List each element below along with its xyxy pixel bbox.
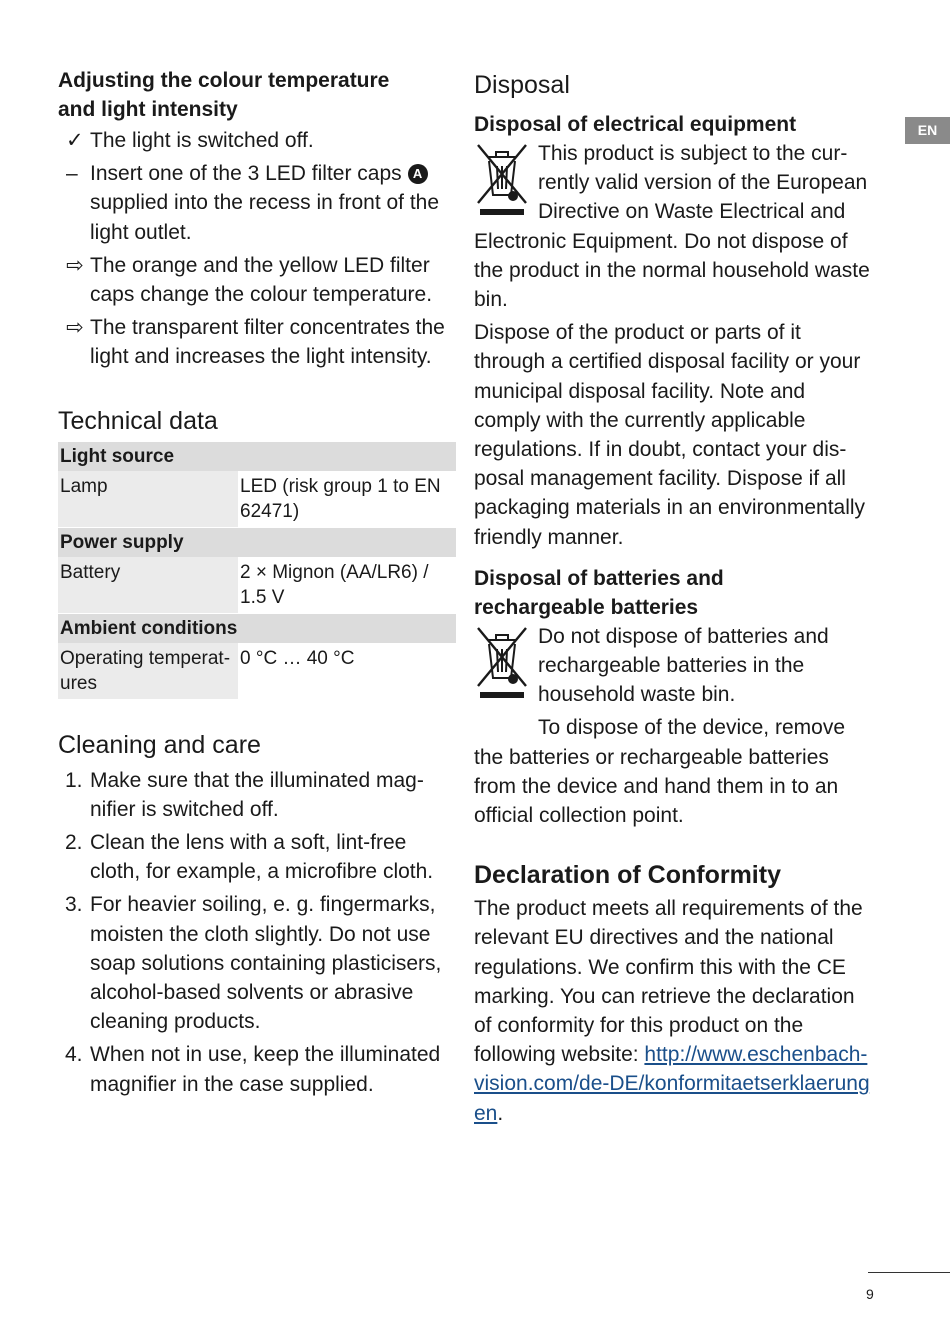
table-value: LED (risk group 1 to EN 62471) xyxy=(238,471,456,528)
battery-heading-line1: Disposal of batteries and xyxy=(474,566,724,590)
list-item xyxy=(58,828,458,886)
list-item-text: The transparent filter concentrates the light and increases the light intensity. xyxy=(90,316,445,369)
table-key: Battery xyxy=(58,557,238,614)
technical-heading: Technical data xyxy=(58,406,218,435)
check-icon: ✓ xyxy=(66,129,84,152)
result-arrow-icon: ⇨ xyxy=(66,253,84,277)
list-item-text: supplied into the recess in front of the light outlet. xyxy=(90,191,440,244)
conformity-link[interactable]: http://www.eschenbach-vision.com/de-DE/konformitaetserklaerungen xyxy=(474,1043,870,1125)
battery-disposal-para1: Do not dispose of batteries and rechargeable batteries in the household waste bin. xyxy=(538,624,829,707)
technical-data-table xyxy=(58,442,456,700)
list-item-text: For heavier soiling, e. g. fingermarks, moisten the cloth slightly. Do not use soap solutions containing plasticisers, alcohol-based solvents or abrasive cleaning products. xyxy=(90,893,442,1034)
battery-heading-line2: rechargeable batteries xyxy=(474,595,699,619)
list-item-text: Insert one of the 3 LED filter caps xyxy=(90,162,402,186)
list-item-text: When not in use, keep the illuminated magnifier in the case supplied. xyxy=(90,1043,441,1096)
page-number: 9 xyxy=(866,1286,874,1302)
list-item-text: Make sure that the illuminated magnifier is switched off. xyxy=(90,768,424,821)
list-item xyxy=(58,890,458,1036)
list-number: 3. xyxy=(65,893,83,917)
conformity-body: The product meets all requirements of the relevant EU directives and the national regulations. We confirm this with the CE marking. You can retrieve the declaration of conformity for this product on the following website: xyxy=(474,897,863,1067)
electrical-disposal-para1: This product is subject to the currently valid version of the European Directive on Waste Electrical and Electronic Equipment. Do not dispose of the product in the normal household waste bin. xyxy=(474,142,870,312)
result-arrow-icon: ⇨ xyxy=(66,316,84,340)
list-item xyxy=(58,313,458,371)
disposal-heading: Disposal xyxy=(474,71,570,99)
table-value: 2 × Mignon (AA/LR6) / 1.5 V xyxy=(238,557,456,614)
table-section-title: Light source xyxy=(58,442,456,471)
list-item-text: The light is switched off. xyxy=(90,129,314,152)
list-item-text: Clean the lens with a soft, lint-free cloth, for example, a microfibre cloth. xyxy=(90,831,434,884)
crossed-bin-icon xyxy=(474,141,530,219)
list-number: 1. xyxy=(65,768,83,792)
adjusting-heading xyxy=(58,66,458,124)
right-column xyxy=(474,66,874,1128)
battery-disposal-heading xyxy=(474,564,874,622)
conformity-period: . xyxy=(497,1101,504,1125)
conformity-section xyxy=(474,858,874,1128)
list-item-text: The orange and the yellow LED filter caps change the colour temperature. xyxy=(90,253,433,307)
conformity-text xyxy=(474,894,874,1128)
electrical-disposal-para2: Dispose of the product or parts of it through a certified disposal facility or your municipal disposal facility. Note and comply with the currently applicable regulations. If in doubt, contact your disposal management facility. Dispose if all packaging materials in an environmentally friendly manner. xyxy=(474,321,866,549)
list-number: 4. xyxy=(65,1043,83,1067)
list-item xyxy=(58,251,458,309)
cleaning-section xyxy=(58,728,458,1099)
table-key: Operating temperatures xyxy=(58,643,238,700)
left-column xyxy=(58,66,458,1099)
crossed-bin-icon xyxy=(474,624,530,702)
adjusting-heading-line1: Adjusting the colour temperature xyxy=(58,69,390,92)
table-value: 0 °C … 40 °C xyxy=(238,643,456,700)
battery-disposal-para2: To dispose of the device, remove the batteries or rechargeable batteries from the device and hand them in to an official collection point. xyxy=(474,716,846,828)
footer-rule xyxy=(868,1272,950,1273)
technical-section xyxy=(58,404,458,700)
table-section-title: Power supply xyxy=(58,527,456,557)
electrical-disposal-heading: Disposal of electrical equipment xyxy=(474,113,797,136)
battery-disposal-section xyxy=(474,564,874,830)
adjusting-section xyxy=(58,66,458,372)
list-item xyxy=(58,1040,458,1098)
dash-icon: – xyxy=(66,162,78,186)
table-key: Lamp xyxy=(58,471,238,528)
adjusting-heading-line2: and light intensity xyxy=(58,98,238,121)
electrical-disposal-section xyxy=(474,110,874,552)
list-number: 2. xyxy=(65,831,83,855)
table-section-title: Ambient conditions xyxy=(58,613,456,643)
language-tab-en: EN xyxy=(905,117,950,144)
conformity-heading: Declaration of Conformity xyxy=(474,861,781,890)
reference-badge: A xyxy=(408,164,428,184)
list-item xyxy=(58,159,458,247)
cleaning-heading: Cleaning and care xyxy=(58,730,261,759)
list-item xyxy=(58,126,458,155)
list-item xyxy=(58,766,458,824)
